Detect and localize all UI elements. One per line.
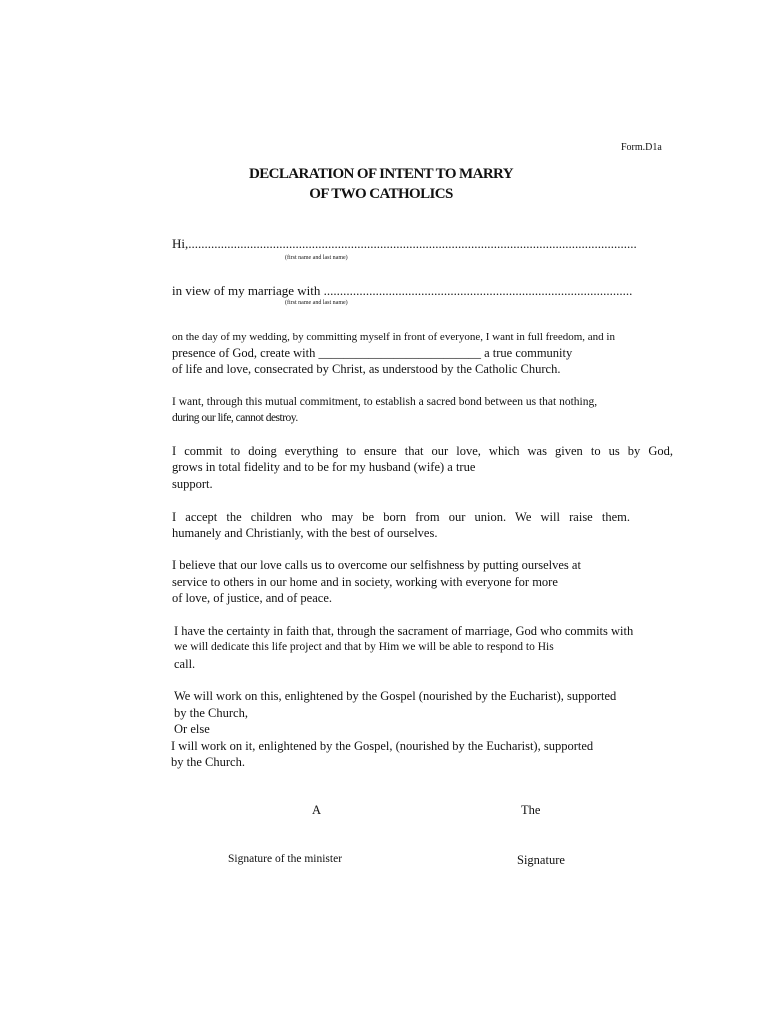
paragraph-2-line-1: I want, through this mutual commitment, to establish a sacred bond between us that nothing, <box>172 396 598 408</box>
spouse-field-hint: (first name and last name) <box>285 300 348 306</box>
paragraph-6-line-1: I have the certainty in faith that, through the sacrament of marriage, God who commits with <box>174 624 634 638</box>
minister-signature-label: Signature of the minister <box>228 853 343 865</box>
paragraph-7-line-4: I will work on it, enlightened by the Gospel, (nourished by the Eucharist), supported <box>171 739 594 753</box>
paragraph-3-line-1: I commit to doing everything to ensure that our love, which was given to us by God, <box>172 444 673 458</box>
paragraph-7-line-5: by the Church. <box>171 755 245 769</box>
signature-left-place: A <box>312 803 322 817</box>
signature-label: Signature <box>517 853 565 867</box>
paragraph-4-line-2: humanely and Christianly, with the best of ourselves. <box>172 526 438 540</box>
paragraph-5-line-3: of love, of justice, and of peace. <box>172 591 333 605</box>
name-field-dots: .......................................................................................................................................... <box>188 236 637 251</box>
paragraph-6-line-3: call. <box>174 657 196 671</box>
signature-right-place: The <box>521 803 541 817</box>
paragraph-5-line-2: service to others in our home and in society, working with everyone for more <box>172 575 558 589</box>
spouse-field-line <box>172 283 632 299</box>
paragraph-7-line-2: by the Church, <box>174 706 248 720</box>
name-field-line <box>172 236 637 252</box>
spouse-field-dots: ............................................................................................... <box>323 283 633 298</box>
paragraph-2-line-2: during our life, cannot destroy. <box>172 412 298 424</box>
name-field-label: Hi, <box>172 236 189 251</box>
paragraph-4-line-1: I accept the children who may be born from our union. We will raise them. <box>172 510 630 524</box>
paragraph-1-line-3: of life and love, consecrated by Christ, as understood by the Catholic Church. <box>172 362 561 376</box>
document-title-line-1: DECLARATION OF INTENT TO MARRY <box>248 166 513 182</box>
paragraph-3-line-3: support. <box>172 477 213 491</box>
paragraph-1-line-1: on the day of my wedding, by committing myself in front of everyone, I want in full freedom, and in <box>172 331 615 343</box>
form-code: Form.D1a <box>621 142 662 153</box>
document-title-line-2: OF TWO CATHOLICS <box>309 186 453 202</box>
name-field-hint: (first name and last name) <box>285 255 348 261</box>
paragraph-7-line-3: Or else <box>174 722 210 736</box>
paragraph-1-line-2: presence of God, create with __________________________ a true community <box>172 346 573 360</box>
spouse-field-label: in view of my marriage with <box>172 283 321 298</box>
paragraph-3-line-2: grows in total fidelity and to be for my husband (wife) a true <box>172 460 476 474</box>
paragraph-5-line-1: I believe that our love calls us to overcome our selfishness by putting ourselves at <box>172 558 581 572</box>
paragraph-6-line-2: we will dedicate this life project and that by Him we will be able to respond to His <box>174 641 554 653</box>
paragraph-7-line-1: We will work on this, enlightened by the Gospel (nourished by the Eucharist), supported <box>174 689 617 703</box>
